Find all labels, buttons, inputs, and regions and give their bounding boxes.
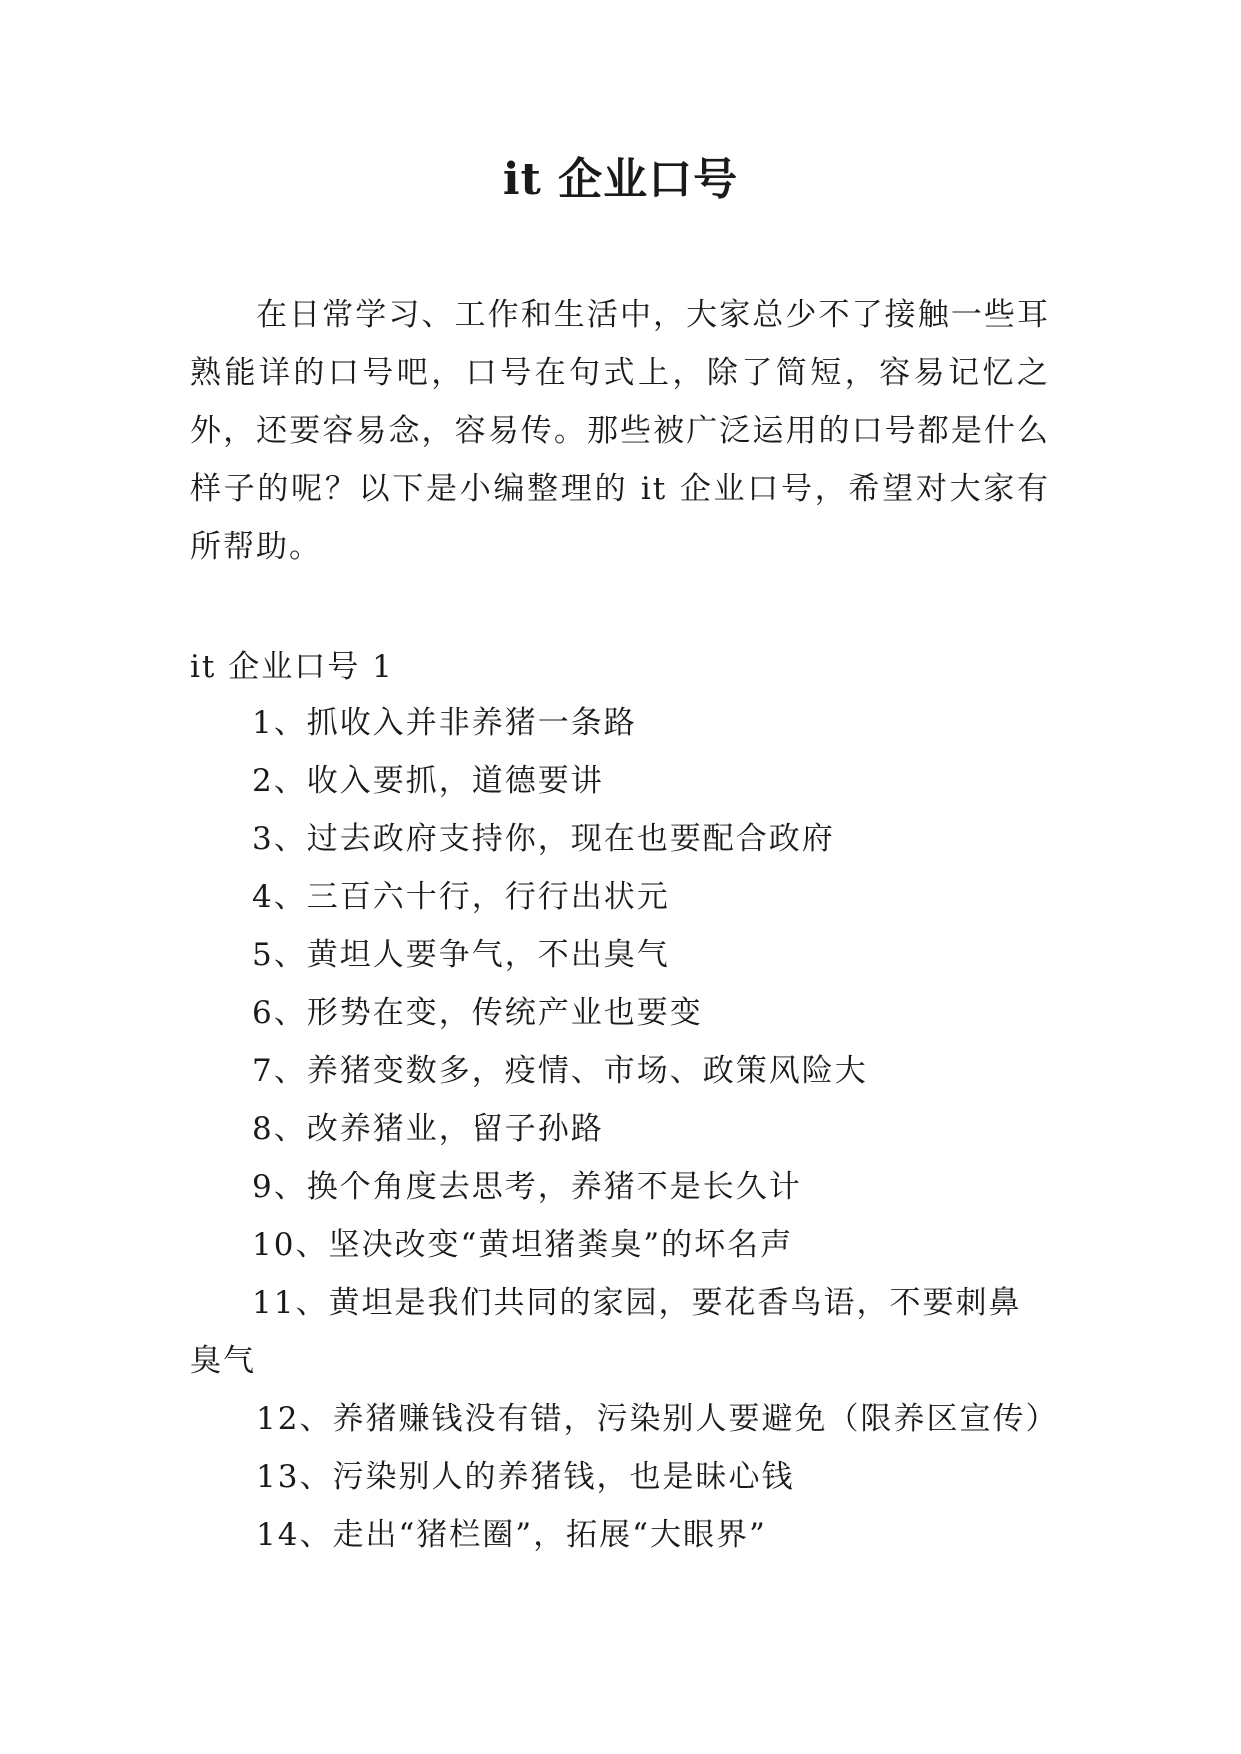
list-item: 12、养猪赚钱没有错，污染别人要避免（限养区宣传） (256, 1401, 1059, 1437)
list-item: 1、抓收入并非养猪一条路 (252, 705, 637, 741)
list-item: 4、三百六十行，行行出状元 (252, 879, 670, 915)
list-item: 8、改养猪业，留子孙路 (252, 1111, 604, 1147)
list-item: 7、养猪变数多，疫情、市场、政策风险大 (252, 1053, 868, 1089)
list-item: 3、过去政府支持你，现在也要配合政府 (252, 821, 835, 857)
list-item: 2、收入要抓，道德要讲 (252, 763, 604, 799)
section-heading: it 企业口号 1 (190, 649, 394, 685)
list-item: 5、黄坦人要争气，不出臭气 (252, 937, 670, 973)
document-title: it 企业口号 (502, 154, 739, 205)
list-item: 13、污染别人的养猪钱，也是昧心钱 (256, 1459, 795, 1495)
list-item: 9、换个角度去思考，养猪不是长久计 (252, 1169, 802, 1205)
list-item: 11、黄坦是我们共同的家园，要花香鸟语，不要刺鼻臭气 (190, 1285, 1022, 1379)
list-item: 10、坚决改变“黄坦猪粪臭”的坏名声 (252, 1227, 794, 1263)
slogan-list (190, 694, 1059, 1564)
intro-paragraph: 在日常学习、工作和生活中，大家总少不了接触一些耳熟能详的口号吧，口号在句式上，除了简短，容易记忆之外，还要容易念，容易传。那些被广泛运用的口号都是什么样子的呢？以下是小编整理的 it 企业口号，希望对大家有所帮助。 (190, 297, 1050, 565)
list-item: 14、走出“猪栏圈”，拓展“大眼界” (256, 1517, 767, 1553)
list-item: 6、形势在变，传统产业也要变 (252, 995, 703, 1031)
